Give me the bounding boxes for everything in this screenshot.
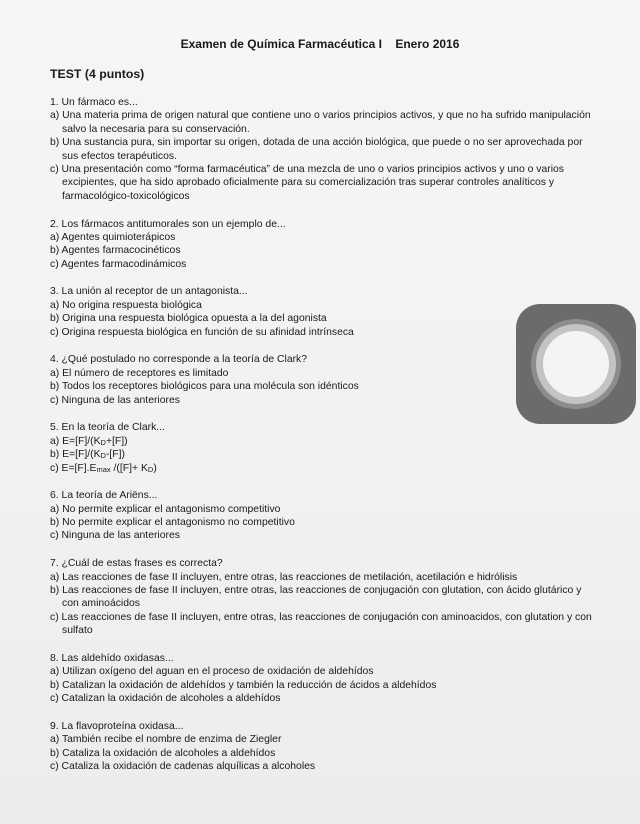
question-stem: 9. La flavoproteína oxidasa... — [50, 720, 184, 732]
option-c-formula — [50, 462, 595, 475]
option-b-formula — [50, 448, 595, 461]
question-stem: 8. Las aldehído oxidasas... — [50, 652, 174, 664]
question-3 — [50, 285, 595, 339]
option-a: a) No origina respuesta biológica — [50, 299, 202, 311]
option-c: c) Las reacciones de fase II incluyen, entre otras, las reacciones de conjugación con aminoacidos, con glutation y con sulfato — [50, 611, 592, 637]
option-a: a) Utilizan oxígeno del aguan en el proceso de oxidación de aldehídos — [50, 666, 374, 678]
question-stem: 1. Un fármaco es... — [50, 97, 138, 108]
option-b: b) Agentes farmacocinéticos — [50, 245, 181, 257]
option-c: c) Ninguna de las anteriores — [50, 394, 180, 406]
question-stem: 7. ¿Cuál de estas frases es correcta? — [50, 558, 223, 570]
option-a: a) Las reacciones de fase II incluyen, entre otras, las reacciones de metilación, acetilación e hidrólisis — [50, 571, 518, 583]
option-b: b) Una sustancia pura, sin importar su origen, dotada de una acción biológica, que puede o no ser aprovechada por sus efectos terapéuticos. — [50, 137, 583, 162]
question-stem: 6. La teoría de Ariëns... — [50, 490, 158, 502]
option-b: b) Catalizan la oxidación de aldehídos y también la reducción de ácidos a aldehídos — [50, 679, 437, 691]
question-4 — [50, 353, 595, 407]
question-9 — [50, 720, 595, 774]
formula-part: ) — [153, 462, 157, 474]
question-1 — [50, 96, 595, 203]
option-c: c) Cataliza la oxidación de cadenas alquílicas a alcoholes — [50, 761, 316, 773]
assistive-touch-inner-circle-icon — [543, 331, 609, 397]
option-a-formula — [50, 435, 595, 448]
question-stem: 5. En la teoría de Clark... — [50, 422, 165, 434]
section-title: TEST (4 puntos) — [50, 67, 145, 81]
formula-part: +[F]) — [105, 435, 128, 447]
question-5 — [50, 421, 595, 475]
formula-part: c) E=[F].E — [50, 462, 97, 474]
formula-subscript: max — [96, 464, 111, 474]
option-c: c) Agentes farmacodinámicos — [50, 258, 187, 270]
formula-subscript: D — [100, 437, 106, 447]
option-a: a) También recibe el nombre de enzima de Ziegler — [50, 734, 282, 746]
option-c: c) Una presentación como “forma farmacéutica” de una mezcla de uno o varios principios activos y uno o varios excipientes, que ha sido aprobado oficialmente para su comercialización tras superar controles analíticos y farmacológico-toxicológicos — [50, 164, 565, 202]
formula-part: a) E=[F]/(K — [50, 435, 101, 447]
question-list — [50, 96, 595, 788]
question-7 — [50, 557, 595, 637]
option-b: b) Origina una respuesta biológica opuesta a la del agonista — [50, 313, 327, 325]
formula-part: -[F]) — [105, 449, 125, 461]
formula-part: /([F]+ K — [110, 462, 148, 474]
formula-subscript: D — [100, 451, 106, 461]
question-8 — [50, 652, 595, 706]
option-b: b) No permite explicar el antagonismo no competitivo — [50, 517, 295, 529]
option-c: c) Origina respuesta biológica en función de su afinidad intrínseca — [50, 326, 354, 338]
option-c: c) Ninguna de las anteriores — [50, 530, 180, 542]
option-b: b) Las reacciones de fase II incluyen, entre otras, las reacciones de conjugación con glutation, con ácido glutárico y con aminoácidos — [50, 584, 582, 610]
option-a: a) El número de receptores es limitado — [50, 367, 229, 379]
question-stem: 4. ¿Qué postulado no corresponde a la teoría de Clark? — [50, 354, 308, 366]
formula-part: b) E=[F]/(K — [50, 449, 101, 461]
question-6 — [50, 489, 595, 543]
option-a: a) No permite explicar el antagonismo competitivo — [50, 503, 281, 515]
option-c: c) Catalizan la oxidación de alcoholes a aldehídos — [50, 693, 281, 705]
option-a: a) Una materia prima de origen natural que contiene uno o varios principios activos, y que no ha sufrido manipulación salvo la necesaria para su conservación. — [50, 110, 591, 135]
question-stem: 3. La unión al receptor de un antagonista... — [50, 286, 248, 298]
question-stem: 2. Los fármacos antitumorales son un ejemplo de... — [50, 218, 286, 230]
option-b: b) Todos los receptores biológicos para una molécula son idénticos — [50, 381, 359, 393]
option-a: a) Agentes quimioterápicos — [50, 231, 176, 243]
option-b: b) Cataliza la oxidación de alcoholes a aldehídos — [50, 747, 276, 759]
formula-subscript: D — [147, 464, 154, 474]
assistive-touch-button[interactable] — [516, 304, 636, 424]
question-2 — [50, 218, 595, 272]
exam-title: Examen de Química Farmacéutica I Enero 2016 — [180, 37, 460, 51]
